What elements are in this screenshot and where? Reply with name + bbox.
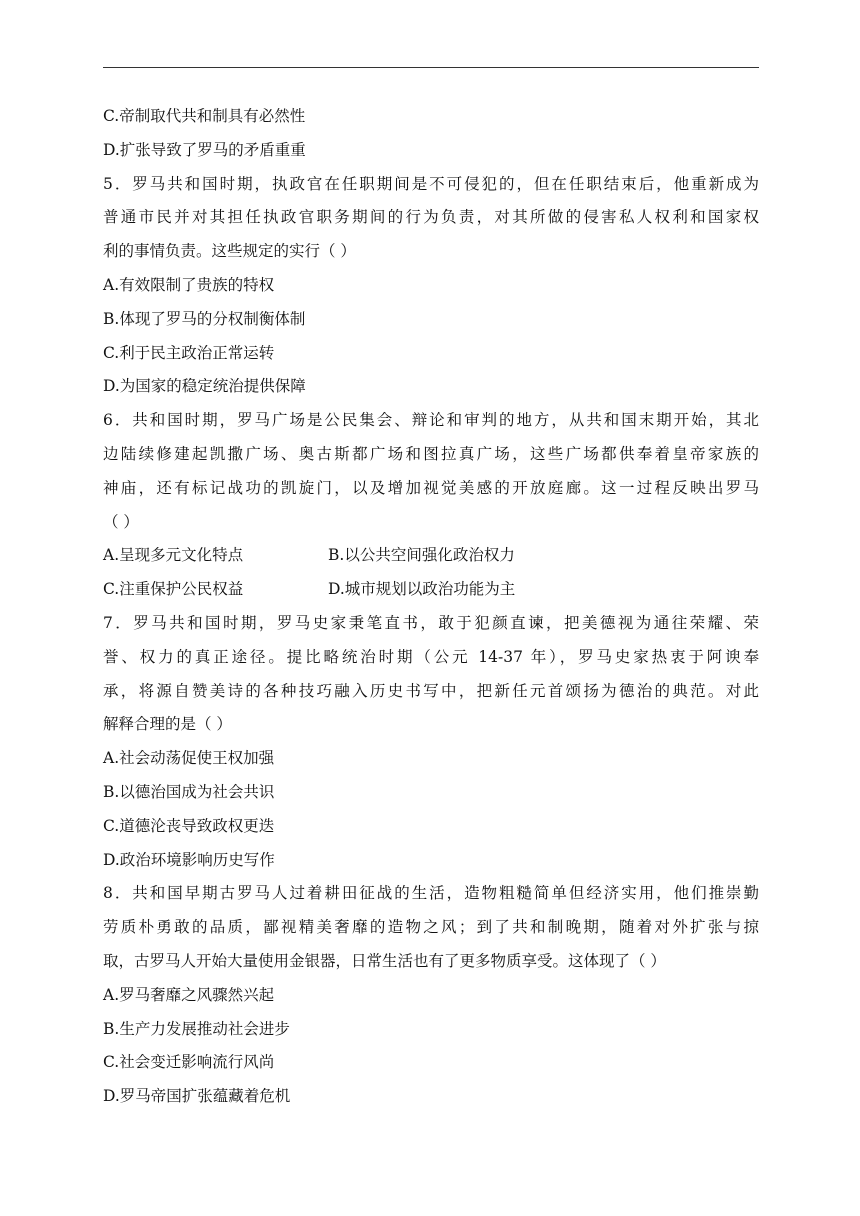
question-7 <box>103 607 759 742</box>
question-5 <box>103 168 759 269</box>
option-a: A.罗马奢靡之风骤然兴起 <box>103 985 275 1004</box>
option-row <box>103 573 759 607</box>
question-text-line: 承，将源自赞美诗的各种技巧融入历史书写中，把新任元首颂扬为德治的典范。对此 <box>103 681 759 700</box>
question-text-line: 誉、权力的真正途径。提比略统治时期（公元 14-37 年），罗马史家热衷于阿谀奉 <box>103 647 759 666</box>
option-d: D.罗马帝国扩张蕴藏着危机 <box>103 1087 291 1106</box>
question-text-line: 解释合理的是（ ） <box>103 715 232 734</box>
option-b: B.体现了罗马的分权制衡体制 <box>103 309 306 328</box>
question-text-line: 6．共和国时期，罗马广场是公民集会、辩论和审判的地方，从共和国末期开始，其北 <box>103 411 759 430</box>
question-text-line: 边陆续修建起凯撒广场、奥古斯都广场和图拉真广场，这些广场都供奉着皇帝家族的 <box>103 444 759 463</box>
option-c: C.道德沦丧导致政权更迭 <box>103 816 275 835</box>
option-row <box>103 539 759 573</box>
option-a: A.呈现多元文化特点 <box>103 546 244 565</box>
option-a: A.社会动荡促使王权加强 <box>103 749 275 768</box>
option-b: B.以公共空间强化政治权力 <box>328 546 515 565</box>
question-content <box>103 100 759 1114</box>
option-d: D.为国家的稳定统治提供保障 <box>103 377 306 396</box>
question-7-options <box>103 742 759 877</box>
question-6-options <box>103 539 759 607</box>
option-c: C.社会变迁影响流行风尚 <box>103 1053 275 1072</box>
question-text-line: 取，古罗马人开始大量使用金银器，日常生活也有了更多物质享受。这体现了（ ） <box>103 951 666 970</box>
question-6 <box>103 404 759 539</box>
question-text-line: 普通市民并对其担任执政官职务期间的行为负责，对其所做的侵害私人权利和国家权 <box>103 208 759 227</box>
question-text-line: 利的事情负责。这些规定的实行（ ） <box>103 242 356 261</box>
option-c: C.利于民主政治正常运转 <box>103 343 275 362</box>
option-d: D.政治环境影响历史写作 <box>103 850 275 869</box>
option-a: A.有效限制了贵族的特权 <box>103 275 275 294</box>
header-rule <box>103 67 759 68</box>
question-8-options <box>103 979 759 1114</box>
option-b: B.生产力发展推动社会进步 <box>103 1019 290 1038</box>
question-8 <box>103 877 759 978</box>
question-text-line: 神庙，还有标记战功的凯旋门，以及增加视觉美感的开放庭廊。这一过程反映出罗马 <box>103 478 759 497</box>
option-d: D.城市规划以政治功能为主 <box>328 580 516 599</box>
question-text-line: 5．罗马共和国时期，执政官在任职期间是不可侵犯的，但在任职结束后，他重新成为 <box>103 174 759 193</box>
option-b: B.以德治国成为社会共识 <box>103 782 275 801</box>
question-text-line: 7．罗马共和国时期，罗马史家秉笔直书，敢于犯颜直谏，把美德视为通往荣耀、荣 <box>103 613 759 632</box>
question-text-line: （ ） <box>103 512 139 531</box>
option-d: D.扩张导致了罗马的矛盾重重 <box>103 140 306 159</box>
question-5-options <box>103 269 759 404</box>
option-c: C.注重保护公民权益 <box>103 580 244 599</box>
question-text-line: 8．共和国早期古罗马人过着耕田征战的生活，造物粗糙简单但经济实用，他们推崇勤 <box>103 884 759 903</box>
question-text-line: 劳质朴勇敢的品质，鄙视精美奢靡的造物之风；到了共和制晚期，随着对外扩张与掠 <box>103 918 759 937</box>
option-c: C.帝制取代共和制具有必然性 <box>103 107 306 125</box>
leading-options <box>103 100 759 168</box>
